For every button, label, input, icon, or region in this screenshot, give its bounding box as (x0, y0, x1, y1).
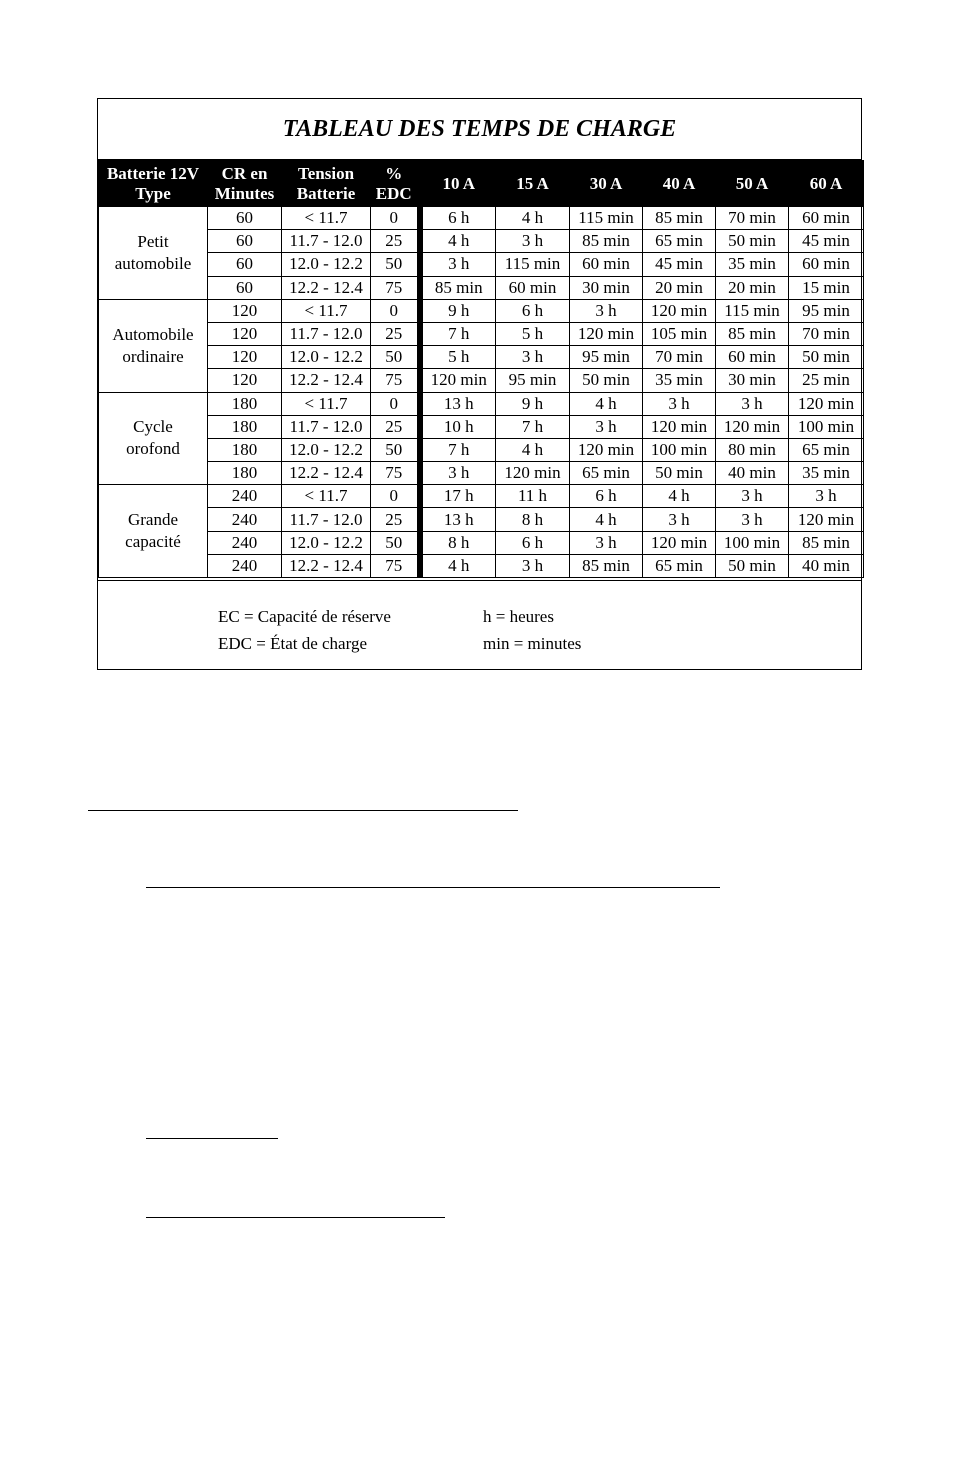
table-cell: 5 h (420, 346, 496, 369)
table-cell: 9 h (496, 392, 570, 415)
table-cell: 100 min (643, 438, 716, 461)
table-cell: 100 min (716, 531, 789, 554)
header-cell (643, 161, 716, 207)
table-cell: 70 min (789, 322, 864, 345)
table-cell: 11 h (496, 485, 570, 508)
table-cell: 105 min (643, 322, 716, 345)
table-cell: 3 h (789, 485, 864, 508)
table-cell: 3 h (420, 253, 496, 276)
header-cell (282, 161, 371, 207)
table-cell: 70 min (716, 207, 789, 230)
header-line-1: Tension (297, 163, 355, 183)
table-cell: 180 (208, 438, 282, 461)
table-cell: 4 h (570, 508, 643, 531)
battery-type-line-1: Grande (127, 510, 179, 530)
table-row (99, 253, 864, 276)
table-cell: 75 (371, 554, 420, 577)
table-cell: 3 h (496, 346, 570, 369)
table-cell: 65 min (643, 554, 716, 577)
table-cell: 20 min (716, 276, 789, 299)
table-cell: 50 (371, 438, 420, 461)
table-cell: 12.2 - 12.4 (282, 462, 371, 485)
header-line-1: 60 A (809, 173, 843, 193)
charge-time-table-frame (97, 98, 862, 670)
table-cell: 65 min (570, 462, 643, 485)
battery-type-line-1: Automobile (112, 324, 194, 344)
table-cell: 4 h (420, 554, 496, 577)
table-cell: 60 (208, 207, 282, 230)
table-cell: 13 h (420, 392, 496, 415)
table-cell: 6 h (420, 207, 496, 230)
table-cell: 7 h (420, 438, 496, 461)
table-cell: 5 h (496, 322, 570, 345)
header-line-1: 50 A (735, 173, 769, 193)
table-cell: 85 min (420, 276, 496, 299)
battery-type-cell (99, 299, 208, 392)
table-cell: 9 h (420, 299, 496, 322)
table-cell: 15 min (789, 276, 864, 299)
underline-4 (146, 1217, 445, 1218)
table-cell: 11.7 - 12.0 (282, 230, 371, 253)
header-cell (208, 161, 282, 207)
legend-ec: EC = Capacité de réserve (218, 607, 391, 626)
battery-type-cell (99, 392, 208, 485)
table-cell: 180 (208, 415, 282, 438)
battery-type-line-1: Cycle (133, 417, 173, 437)
table-row (99, 299, 864, 322)
table-cell: 3 h (716, 392, 789, 415)
legend (98, 580, 861, 669)
table-cell: 180 (208, 462, 282, 485)
table-cell: 4 h (570, 392, 643, 415)
table-cell: 50 min (716, 230, 789, 253)
table-cell: 120 min (643, 415, 716, 438)
table-cell: 10 h (420, 415, 496, 438)
header-line-1: 40 A (662, 173, 696, 193)
table-cell: 12.0 - 12.2 (282, 253, 371, 276)
table-cell: 4 h (496, 207, 570, 230)
table-cell: 85 min (789, 531, 864, 554)
table-cell: < 11.7 (282, 392, 371, 415)
table-row (99, 531, 864, 554)
table-cell: 12.2 - 12.4 (282, 369, 371, 392)
table-cell: 11.7 - 12.0 (282, 322, 371, 345)
header-cell (716, 161, 789, 207)
table-cell: 13 h (420, 508, 496, 531)
table-cell: 60 min (716, 346, 789, 369)
table-cell: 85 min (570, 230, 643, 253)
table-cell: 3 h (420, 462, 496, 485)
table-cell: 120 min (496, 462, 570, 485)
table-cell: 25 (371, 508, 420, 531)
table-cell: 120 min (789, 508, 864, 531)
table-cell: 30 min (716, 369, 789, 392)
table-cell: 3 h (570, 299, 643, 322)
battery-type-cell (99, 485, 208, 578)
table-cell: 65 min (643, 230, 716, 253)
battery-type-line-2: ordinaire (122, 346, 184, 366)
table-cell: 60 min (789, 207, 864, 230)
table-cell: 180 (208, 392, 282, 415)
header-line-1: 30 A (589, 173, 623, 193)
table-cell: 75 (371, 462, 420, 485)
battery-type-line-2: automobile (114, 253, 192, 273)
table-cell: 7 h (420, 322, 496, 345)
table-cell: < 11.7 (282, 299, 371, 322)
header-line-2: Type (135, 183, 171, 203)
header-row (99, 161, 864, 207)
battery-type-line-2: orofond (126, 439, 180, 459)
table-cell: 4 h (643, 485, 716, 508)
underline-1 (88, 810, 518, 811)
table-cell: 120 min (643, 299, 716, 322)
table-row (99, 554, 864, 577)
table-cell: 50 min (789, 346, 864, 369)
table-cell: 6 h (496, 531, 570, 554)
table-cell: 50 (371, 346, 420, 369)
table-cell: 8 h (496, 508, 570, 531)
battery-type-cell (99, 207, 208, 300)
table-cell: 240 (208, 508, 282, 531)
table-cell: < 11.7 (282, 207, 371, 230)
table-cell: 7 h (496, 415, 570, 438)
table-cell: 50 min (643, 462, 716, 485)
table-cell: 120 min (643, 531, 716, 554)
table-cell: 12.0 - 12.2 (282, 346, 371, 369)
table-row (99, 508, 864, 531)
table-cell: 3 h (716, 508, 789, 531)
table-cell: 3 h (496, 554, 570, 577)
table-cell: 25 min (789, 369, 864, 392)
table-cell: 100 min (789, 415, 864, 438)
header-line-1: Batterie 12V (106, 163, 200, 183)
table-cell: 60 (208, 276, 282, 299)
table-cell: 4 h (496, 438, 570, 461)
table-cell: 60 min (496, 276, 570, 299)
table-cell: 60 (208, 253, 282, 276)
table-cell: 120 (208, 322, 282, 345)
table-row (99, 462, 864, 485)
table-cell: 240 (208, 554, 282, 577)
table-row (99, 207, 864, 230)
legend-minutes: min = minutes (483, 634, 582, 653)
underline-3 (146, 1138, 278, 1139)
table-cell: 11.7 - 12.0 (282, 508, 371, 531)
battery-type-line-2: capacité (125, 532, 181, 552)
table-cell: 3 h (570, 415, 643, 438)
table-cell: 50 (371, 253, 420, 276)
header-cell (570, 161, 643, 207)
table-cell: 50 (371, 531, 420, 554)
table-cell: 115 min (496, 253, 570, 276)
table-cell: 60 min (789, 253, 864, 276)
charge-time-table (98, 160, 864, 578)
underline-2 (146, 887, 720, 888)
table-cell: 75 (371, 369, 420, 392)
header-line-1: 10 A (442, 173, 476, 193)
table-cell: 120 min (789, 392, 864, 415)
table-cell: 0 (371, 299, 420, 322)
table-cell: 70 min (643, 346, 716, 369)
header-cell (789, 161, 864, 207)
header-line-2: EDC (375, 183, 412, 203)
table-cell: 115 min (716, 299, 789, 322)
table-cell: 0 (371, 485, 420, 508)
table-cell: 3 h (643, 392, 716, 415)
table-cell: 120 min (570, 322, 643, 345)
table-cell: < 11.7 (282, 485, 371, 508)
table-cell: 35 min (716, 253, 789, 276)
table-cell: 25 (371, 415, 420, 438)
header-line-2: Minutes (214, 183, 275, 203)
header-line-1: % (385, 163, 403, 183)
table-cell: 6 h (570, 485, 643, 508)
table-cell: 12.0 - 12.2 (282, 438, 371, 461)
table-cell: 4 h (420, 230, 496, 253)
table-cell: 25 (371, 322, 420, 345)
table-cell: 40 min (789, 554, 864, 577)
table-cell: 12.2 - 12.4 (282, 276, 371, 299)
table-cell: 65 min (789, 438, 864, 461)
table-cell: 80 min (716, 438, 789, 461)
table-cell: 75 (371, 276, 420, 299)
table-cell: 3 h (570, 531, 643, 554)
table-cell: 12.2 - 12.4 (282, 554, 371, 577)
table-cell: 120 (208, 346, 282, 369)
table-cell: 3 h (716, 485, 789, 508)
table-cell: 95 min (789, 299, 864, 322)
table-cell: 120 min (570, 438, 643, 461)
table-cell: 45 min (643, 253, 716, 276)
table-cell: 240 (208, 485, 282, 508)
table-cell: 115 min (570, 207, 643, 230)
table-row (99, 415, 864, 438)
table-cell: 11.7 - 12.0 (282, 415, 371, 438)
table-cell: 60 (208, 230, 282, 253)
header-cell (99, 161, 208, 207)
table-cell: 30 min (570, 276, 643, 299)
header-line-1: 15 A (516, 173, 549, 193)
table-cell: 35 min (643, 369, 716, 392)
table-cell: 0 (371, 207, 420, 230)
table-row (99, 369, 864, 392)
table-row (99, 485, 864, 508)
table-cell: 50 min (570, 369, 643, 392)
table-cell: 6 h (496, 299, 570, 322)
table-cell: 8 h (420, 531, 496, 554)
table-cell: 95 min (570, 346, 643, 369)
table-row (99, 392, 864, 415)
table-cell: 45 min (789, 230, 864, 253)
legend-edc: EDC = État de charge (218, 634, 367, 653)
header-cell (420, 161, 496, 207)
header-line-1: CR en (221, 163, 268, 183)
table-cell: 240 (208, 531, 282, 554)
table-cell: 12.0 - 12.2 (282, 531, 371, 554)
table-cell: 120 (208, 299, 282, 322)
table-cell: 35 min (789, 462, 864, 485)
header-cell (371, 161, 420, 207)
table-cell: 85 min (716, 322, 789, 345)
table-cell: 120 min (716, 415, 789, 438)
table-cell: 0 (371, 392, 420, 415)
table-cell: 25 (371, 230, 420, 253)
legend-hours: h = heures (483, 607, 554, 626)
table-cell: 20 min (643, 276, 716, 299)
header-line-2: Batterie (296, 183, 356, 203)
table-title: TABLEAU DES TEMPS DE CHARGE (98, 99, 861, 160)
header-cell (496, 161, 570, 207)
battery-type-line-1: Petit (137, 231, 169, 251)
table-row (99, 322, 864, 345)
table-cell: 50 min (716, 554, 789, 577)
table-row (99, 438, 864, 461)
table-cell: 40 min (716, 462, 789, 485)
table-cell: 85 min (643, 207, 716, 230)
table-row (99, 346, 864, 369)
table-cell: 120 min (420, 369, 496, 392)
table-cell: 3 h (643, 508, 716, 531)
table-cell: 120 (208, 369, 282, 392)
table-row (99, 230, 864, 253)
table-cell: 60 min (570, 253, 643, 276)
table-cell: 17 h (420, 485, 496, 508)
table-cell: 3 h (496, 230, 570, 253)
table-cell: 85 min (570, 554, 643, 577)
table-cell: 95 min (496, 369, 570, 392)
table-row (99, 276, 864, 299)
